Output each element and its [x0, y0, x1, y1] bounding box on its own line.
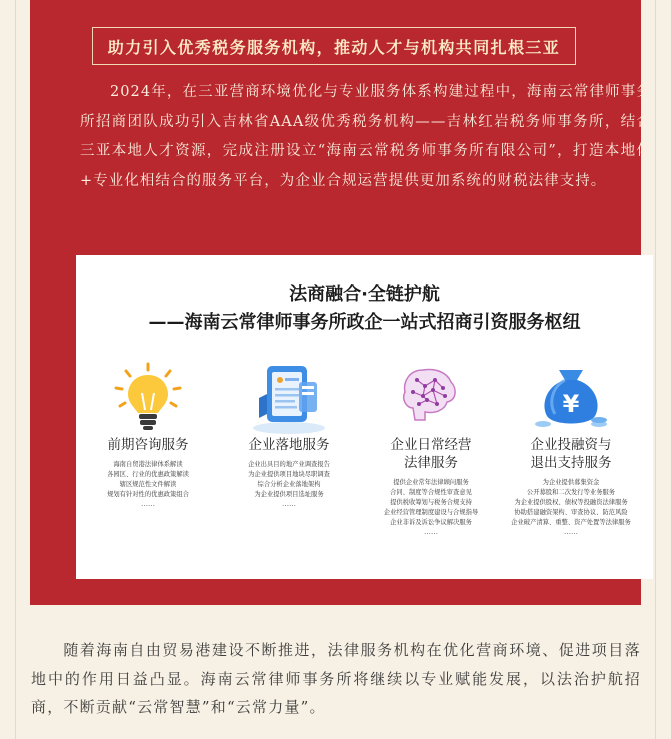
service-dots: …… [564, 528, 578, 536]
red-content-panel [30, 0, 652, 605]
infographic-title: 法商融合·全链护航 [289, 284, 440, 305]
service-name: 企业日常经营 [390, 437, 472, 453]
document-phone-icon [219, 358, 359, 436]
service-desc [501, 478, 641, 528]
desc-line: 规划有针对性的优惠政策组合 [107, 491, 189, 498]
service-card-daily-legal [361, 358, 501, 536]
service-name: 退出支持服务 [530, 455, 612, 471]
desc-line: 各园区、行业的优惠政策解读 [107, 471, 189, 478]
desc-line: 提供税收筹划与税务合规支持 [390, 499, 472, 506]
service-desc [78, 460, 218, 500]
svg-text:¥: ¥ [562, 390, 580, 418]
closing-paragraph [31, 636, 641, 722]
desc-line: 综合分析企业落地架构 [257, 481, 321, 488]
desc-line: 为企业提供项目选址服务 [254, 491, 324, 498]
intro-text: 2024年，在三亚营商环境优化与专业服务体系构建过程中，海南云常律师事务所招商团队成功引入吉林省AAA级优秀税务机构——吉林红岩税务师事务所，结合三亚本地人才资源，完成注册设立“海南云常税务师事务所有限公司”，打造本地化+专业化相结合的服务平台，为企业合规运营提供更加系统的财税法律支持。 [80, 84, 652, 189]
brain-icon [361, 358, 501, 436]
headline: 助力引入优秀税务服务机构，推动人才与机构共同扎根三亚 [107, 37, 561, 57]
desc-line: 协助搭建融资架构、审查协议、防范风险 [514, 509, 628, 516]
service-name: 前期咨询服务 [107, 437, 189, 453]
service-dots: …… [282, 500, 296, 508]
intro-paragraph [80, 78, 652, 196]
desc-line: 合同、制度等合规性审查意见 [390, 489, 472, 496]
left-rule-line [15, 0, 16, 739]
money-bag-icon [501, 358, 641, 436]
service-card-investment [501, 358, 641, 536]
service-name: 企业投融资与 [530, 437, 612, 453]
desc-line: 为企业提供项目地块尽职调查 [248, 471, 330, 478]
right-rule-line [655, 0, 656, 739]
service-card-consulting [78, 358, 218, 508]
service-dots: …… [141, 500, 155, 508]
desc-line: 企业出具目的地产业调查报告 [248, 461, 330, 468]
desc-line: 为企业提供股权、债权等投融资法律服务 [514, 499, 628, 506]
service-name: 法律服务 [404, 455, 458, 471]
closing-text: 随着海南自由贸易港建设不断推进，法律服务机构在优化营商环境、促进项目落地中的作用日益凸显。海南云常律师事务所将继续以专业赋能发展，以法治护航招商，不断贡献“云常智慧”和“云常力量”。 [31, 641, 641, 716]
desc-line: 辖区规范性文件解读 [119, 481, 177, 488]
desc-line: 提供企业常年法律顾问服务 [393, 479, 469, 486]
desc-line: 企业非诉及诉讼争议解决服务 [390, 519, 472, 526]
service-dots: …… [424, 528, 438, 536]
desc-line: 为企业提供募集资金 [542, 479, 600, 486]
service-desc [219, 460, 359, 500]
desc-line: 企业破产清算、重整、资产处置等法律服务 [511, 519, 631, 526]
service-card-landing [219, 358, 359, 508]
desc-line: 海南自贸港法律体系解读 [113, 461, 183, 468]
service-infographic [76, 255, 653, 579]
headline-box [92, 27, 576, 65]
service-desc [361, 478, 501, 528]
desc-line: 公开募股和二次发行等业务服务 [526, 489, 616, 496]
lightbulb-icon [78, 358, 218, 436]
desc-line: 企业经营管理制度建设与合规指导 [383, 509, 479, 516]
service-name: 企业落地服务 [248, 437, 330, 453]
infographic-subtitle: ——海南云常律师事务所政企一站式招商引资服务枢纽 [148, 312, 581, 333]
